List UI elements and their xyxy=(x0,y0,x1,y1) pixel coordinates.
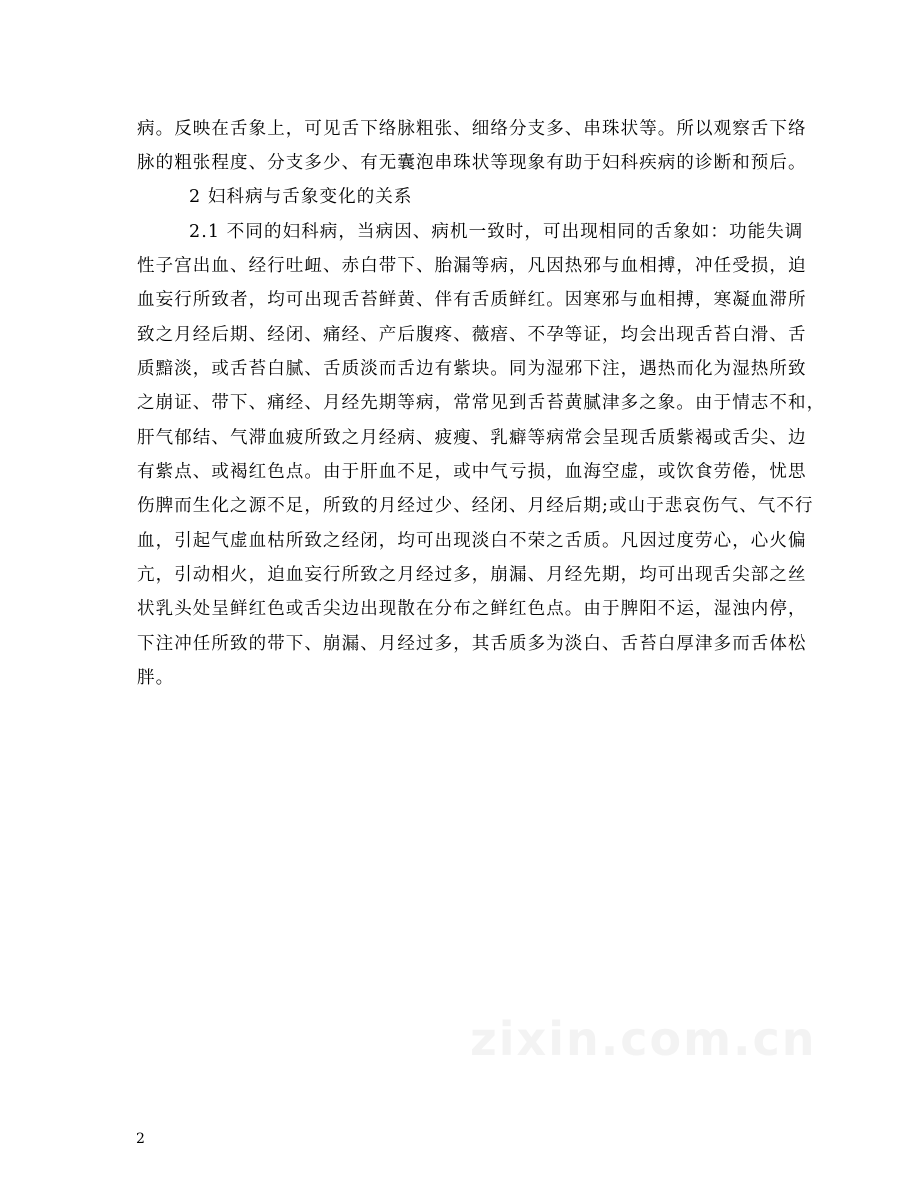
body-text-line: 血，引起气虚血枯所致之经闭，均可出现淡白不荣之舌质。凡因过度劳心，心火偏 xyxy=(137,531,807,551)
page-number: 2 xyxy=(136,1131,145,1147)
body-text-line: 有紫点、或褐红色点。由于肝血不足，或中气亏损，血海空虚，或饮食劳倦，忧思 xyxy=(137,462,807,482)
body-text-line: 质黯淡，或舌苔白腻、舌质淡而舌边有紫块。同为湿邪下注，遇热而化为湿热所致 xyxy=(137,359,807,379)
body-text-line: 伤脾而生化之源不足，所致的月经过少、经闭、月经后期;或山于悲哀伤气、气不行 xyxy=(137,496,814,516)
body-text-line: 性子宫出血、经行吐衄、赤白带下、胎漏等病，凡因热邪与血相搏，冲任受损，迫 xyxy=(137,256,807,276)
body-text-line: 2.1 不同的妇科病，当病因、病机一致时，可出现相同的舌象如：功能失调 xyxy=(189,222,804,242)
body-text-line: 肝气郁结、气滞血疲所致之月经病、疲瘦、乳癖等病常会呈现舌质紫褐或舌尖、边 xyxy=(137,428,807,448)
body-text-line: 状乳头处呈鲜红色或舌尖边出现散在分布之鲜红色点。由于脾阳不运，湿浊内停， xyxy=(137,599,807,619)
body-text-line: 下注冲任所致的带下、崩漏、月经过多，其舌质多为淡白、舌苔白厚津多而舌体松 xyxy=(137,634,807,654)
body-text-line: 血妄行所致者，均可出现舌苔鲜黄、伴有舌质鲜红。因寒邪与血相搏，寒凝血滞所 xyxy=(137,290,807,310)
body-text-line: 亢，引动相火，迫血妄行所致之月经过多，崩漏、月经先期，均可出现舌尖部之丝 xyxy=(137,565,807,585)
body-text-line: 致之月经后期、经闭、痛经、产后腹疼、薇瘖、不孕等证，均会出现舌苔白滑、舌 xyxy=(137,325,807,345)
body-text-line: 病。反映在舌象上，可见舌下络脉粗张、细络分支多、串珠状等。所以观察舌下络 xyxy=(137,119,807,139)
section-heading: 2 妇科病与舌象变化的关系 xyxy=(189,187,413,207)
body-text-line: 胖。 xyxy=(137,668,175,688)
watermark: zixin.com.cn xyxy=(470,1012,817,1066)
body-text-line: 之崩证、带下、痛经、月经先期等病，常常见到舌苔黄腻津多之象。由于情志不和， xyxy=(137,393,826,413)
body-text-line: 脉的粗张程度、分支多少、有无囊泡串珠状等现象有助于妇科疾病的诊断和预后。 xyxy=(137,153,807,173)
